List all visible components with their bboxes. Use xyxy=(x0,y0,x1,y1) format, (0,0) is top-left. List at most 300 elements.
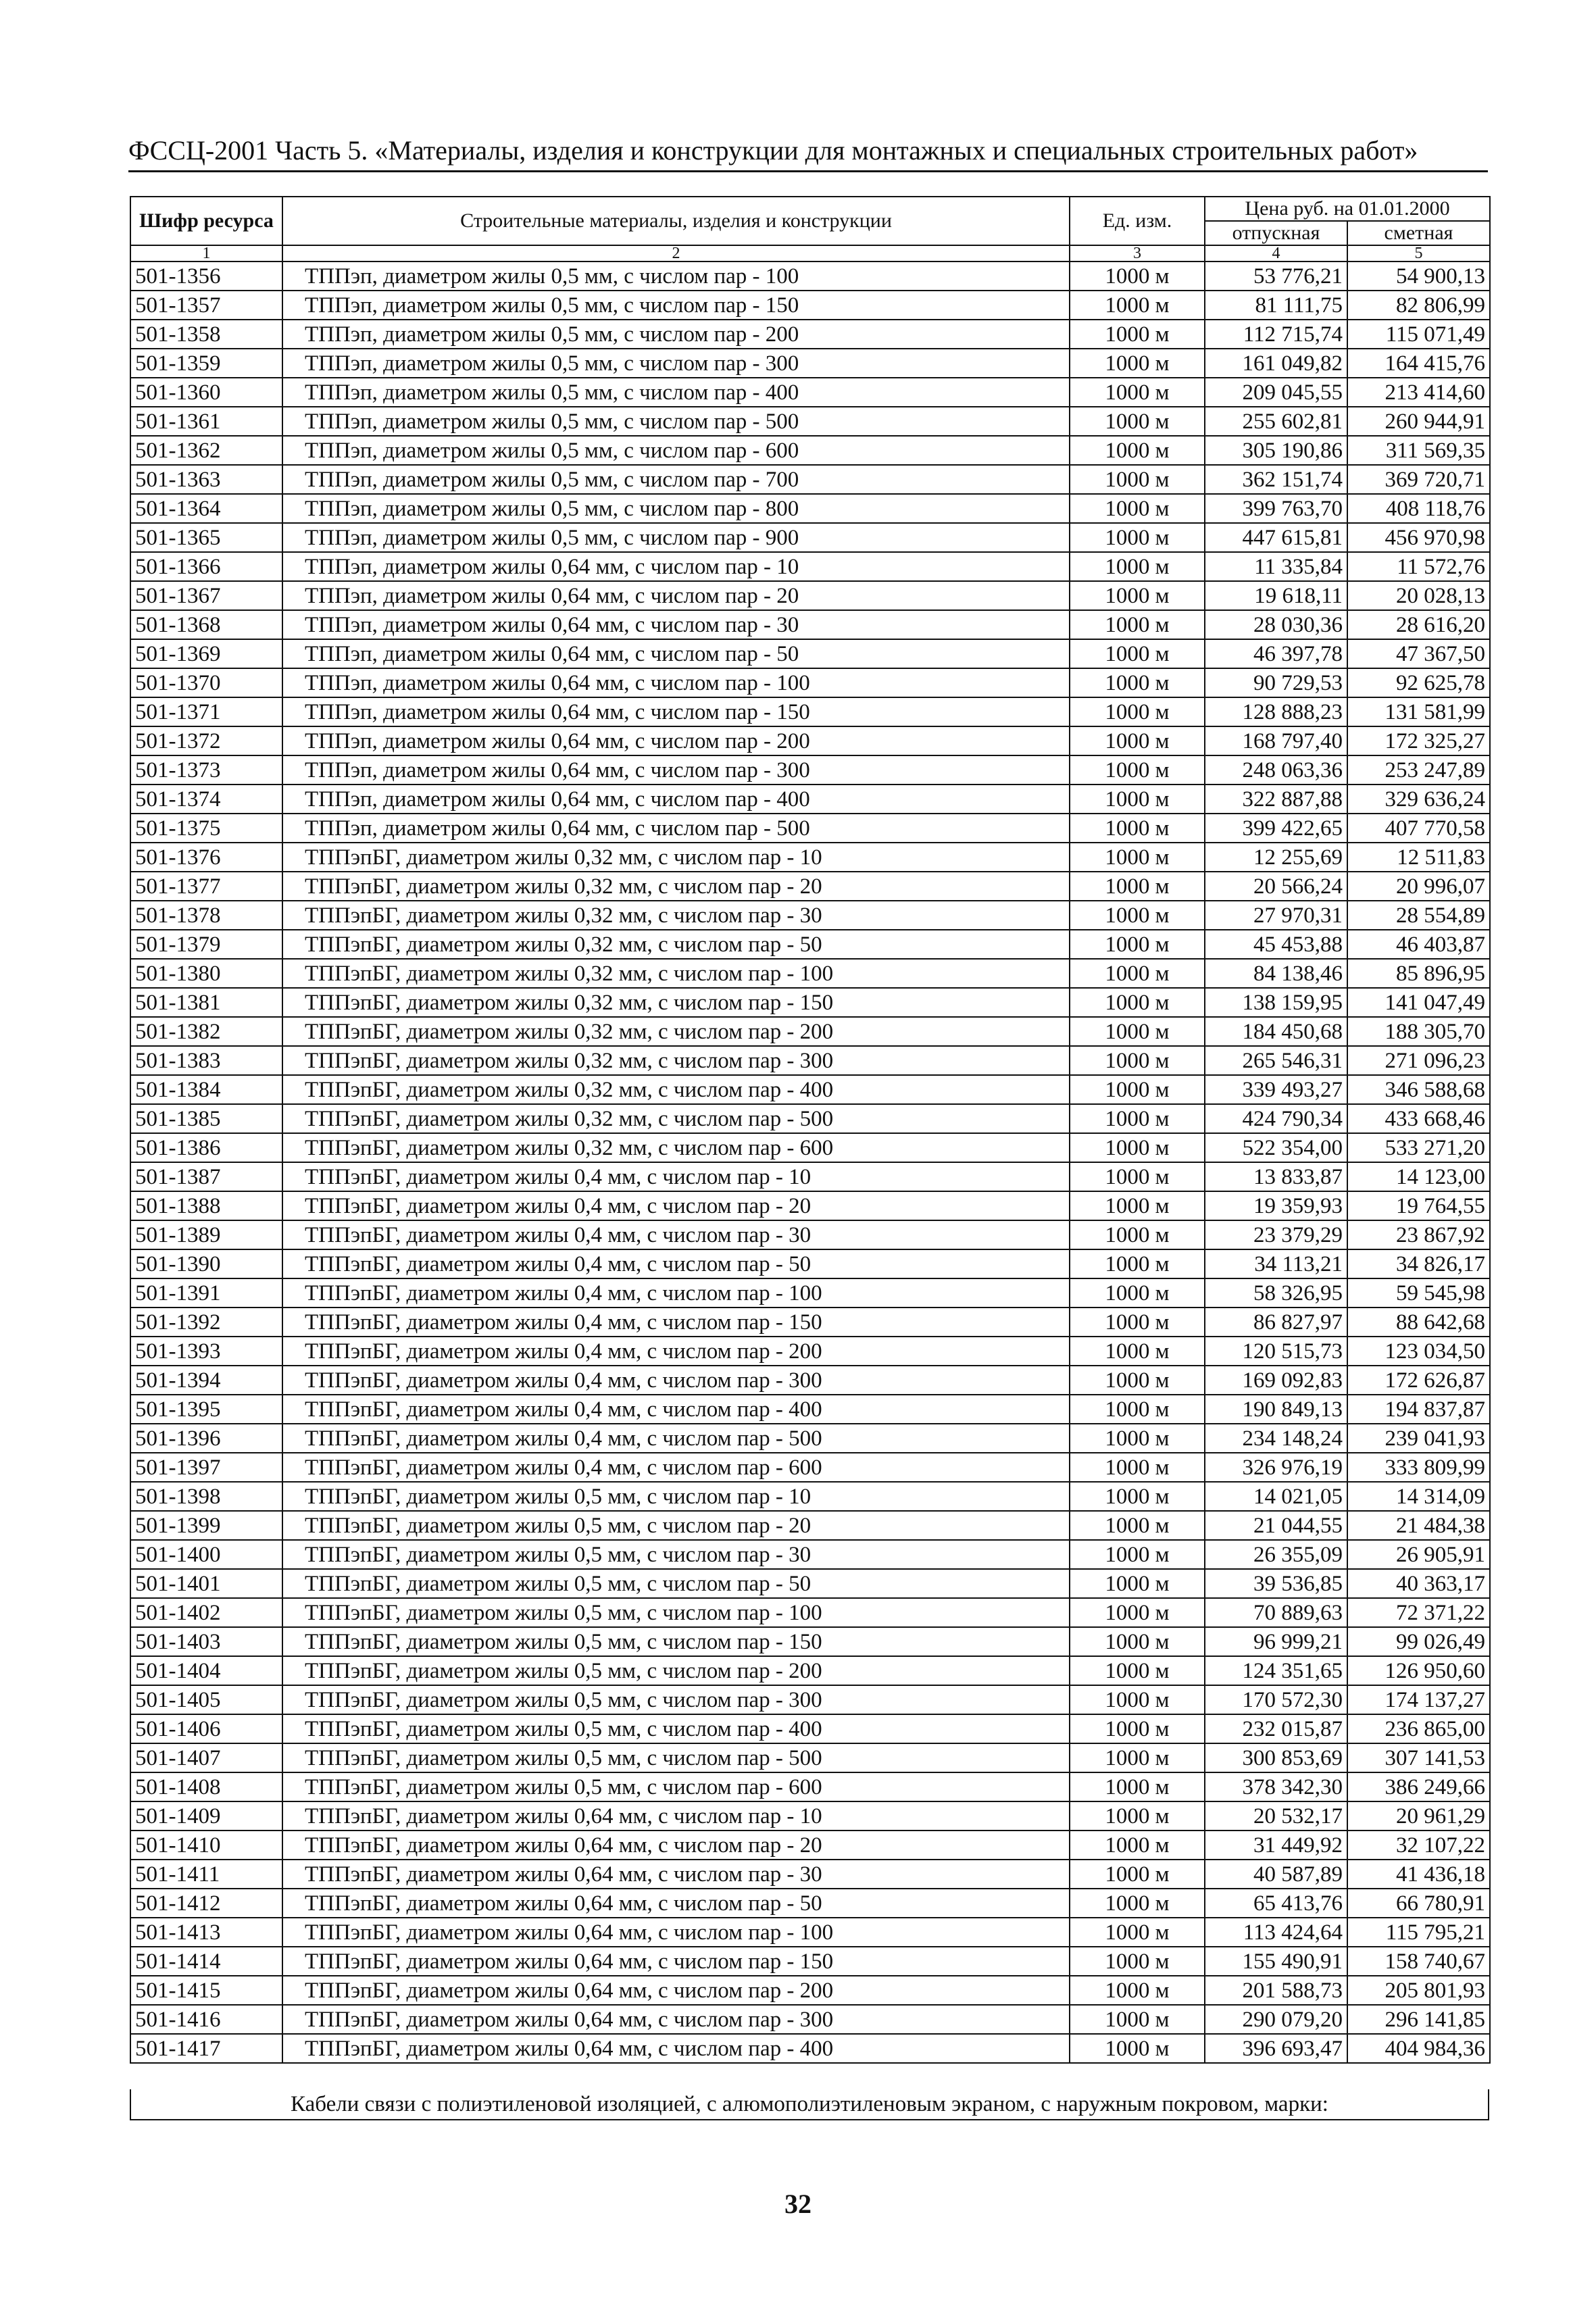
material-name: ТППэпБГ, диаметром жилы 0,32 мм, с числом пар - 500 xyxy=(282,1104,1070,1133)
release-price: 399 422,65 xyxy=(1205,814,1347,843)
resource-code: 501-1386 xyxy=(130,1133,282,1162)
material-name: ТППэпБГ, диаметром жилы 0,5 мм, с числом пар - 300 xyxy=(282,1685,1070,1714)
estimate-price: 307 141,53 xyxy=(1347,1743,1490,1772)
unit: 1000 м xyxy=(1070,1598,1205,1627)
estimate-price: 236 865,00 xyxy=(1347,1714,1490,1743)
material-name: ТППэпБГ, диаметром жилы 0,32 мм, с числом пар - 150 xyxy=(282,988,1070,1017)
unit: 1000 м xyxy=(1070,1017,1205,1046)
release-price: 70 889,63 xyxy=(1205,1598,1347,1627)
estimate-price: 115 795,21 xyxy=(1347,1918,1490,1947)
unit: 1000 м xyxy=(1070,1482,1205,1511)
release-price: 248 063,36 xyxy=(1205,755,1347,785)
resource-code: 501-1417 xyxy=(130,2034,282,2063)
material-name: ТППэпБГ, диаметром жилы 0,64 мм, с числом пар - 300 xyxy=(282,2005,1070,2034)
unit: 1000 м xyxy=(1070,930,1205,959)
resource-code: 501-1410 xyxy=(130,1831,282,1860)
resource-code: 501-1380 xyxy=(130,959,282,988)
unit: 1000 м xyxy=(1070,1860,1205,1889)
table-row xyxy=(130,1685,1490,1714)
material-name: ТППэп, диаметром жилы 0,64 мм, с числом пар - 400 xyxy=(282,785,1070,814)
unit: 1000 м xyxy=(1070,1976,1205,2005)
estimate-price: 34 826,17 xyxy=(1347,1249,1490,1278)
material-name: ТППэпБГ, диаметром жилы 0,5 мм, с числом пар - 50 xyxy=(282,1569,1070,1598)
unit: 1000 м xyxy=(1070,1366,1205,1395)
resource-code: 501-1359 xyxy=(130,349,282,378)
material-name: ТППэпБГ, диаметром жилы 0,4 мм, с числом пар - 10 xyxy=(282,1162,1070,1191)
material-name: ТППэп, диаметром жилы 0,64 мм, с числом пар - 300 xyxy=(282,755,1070,785)
estimate-price: 115 071,49 xyxy=(1347,320,1490,349)
material-name: ТППэпБГ, диаметром жилы 0,64 мм, с числом пар - 30 xyxy=(282,1860,1070,1889)
estimate-price: 131 581,99 xyxy=(1347,697,1490,726)
resource-code: 501-1374 xyxy=(130,785,282,814)
header-estimate-price: сметная xyxy=(1347,221,1490,245)
release-price: 234 148,24 xyxy=(1205,1424,1347,1453)
table-row xyxy=(130,1278,1490,1308)
release-price: 169 092,83 xyxy=(1205,1366,1347,1395)
release-price: 190 849,13 xyxy=(1205,1395,1347,1424)
table-row xyxy=(130,320,1490,349)
unit: 1000 м xyxy=(1070,1075,1205,1104)
table-row xyxy=(130,1133,1490,1162)
estimate-price: 32 107,22 xyxy=(1347,1831,1490,1860)
table-row xyxy=(130,755,1490,785)
release-price: 14 021,05 xyxy=(1205,1482,1347,1511)
table-row xyxy=(130,1511,1490,1540)
unit: 1000 м xyxy=(1070,1395,1205,1424)
unit: 1000 м xyxy=(1070,407,1205,436)
estimate-price: 333 809,99 xyxy=(1347,1453,1490,1482)
unit: 1000 м xyxy=(1070,320,1205,349)
release-price: 86 827,97 xyxy=(1205,1308,1347,1337)
material-name: ТППэпБГ, диаметром жилы 0,32 мм, с числом пар - 600 xyxy=(282,1133,1070,1162)
resource-code: 501-1383 xyxy=(130,1046,282,1075)
estimate-price: 158 740,67 xyxy=(1347,1947,1490,1976)
material-name: ТППэпБГ, диаметром жилы 0,64 мм, с числом пар - 200 xyxy=(282,1976,1070,2005)
unit: 1000 м xyxy=(1070,2034,1205,2063)
estimate-price: 408 118,76 xyxy=(1347,494,1490,523)
release-price: 81 111,75 xyxy=(1205,291,1347,320)
table-row xyxy=(130,1801,1490,1831)
material-name: ТППэпБГ, диаметром жилы 0,5 мм, с числом пар - 500 xyxy=(282,1743,1070,1772)
material-name: ТППэпБГ, диаметром жилы 0,5 мм, с числом пар - 30 xyxy=(282,1540,1070,1569)
resource-code: 501-1404 xyxy=(130,1656,282,1685)
table-row xyxy=(130,639,1490,668)
unit: 1000 м xyxy=(1070,1947,1205,1976)
release-price: 21 044,55 xyxy=(1205,1511,1347,1540)
material-name: ТППэпБГ, диаметром жилы 0,64 мм, с числом пар - 50 xyxy=(282,1889,1070,1918)
resource-code: 501-1411 xyxy=(130,1860,282,1889)
material-name: ТППэп, диаметром жилы 0,5 мм, с числом пар - 400 xyxy=(282,378,1070,407)
release-price: 168 797,40 xyxy=(1205,726,1347,755)
resource-code: 501-1395 xyxy=(130,1395,282,1424)
release-price: 424 790,34 xyxy=(1205,1104,1347,1133)
material-name: ТППэпБГ, диаметром жилы 0,4 мм, с числом пар - 100 xyxy=(282,1278,1070,1308)
resource-code: 501-1408 xyxy=(130,1772,282,1801)
unit: 1000 м xyxy=(1070,1424,1205,1453)
unit: 1000 м xyxy=(1070,1308,1205,1337)
material-name: ТППэп, диаметром жилы 0,5 мм, с числом пар - 700 xyxy=(282,465,1070,494)
header-release-price: отпускная xyxy=(1205,221,1347,245)
resource-code: 501-1392 xyxy=(130,1308,282,1337)
material-name: ТППэпБГ, диаметром жилы 0,5 мм, с числом пар - 400 xyxy=(282,1714,1070,1743)
estimate-price: 123 034,50 xyxy=(1347,1337,1490,1366)
material-name: ТППэпБГ, диаметром жилы 0,4 мм, с числом пар - 400 xyxy=(282,1395,1070,1424)
resource-code: 501-1365 xyxy=(130,523,282,552)
release-price: 27 970,31 xyxy=(1205,901,1347,930)
table-row xyxy=(130,1395,1490,1424)
estimate-price: 404 984,36 xyxy=(1347,2034,1490,2063)
estimate-price: 20 961,29 xyxy=(1347,1801,1490,1831)
release-price: 326 976,19 xyxy=(1205,1453,1347,1482)
unit: 1000 м xyxy=(1070,785,1205,814)
material-name: ТППэпБГ, диаметром жилы 0,32 мм, с числом пар - 200 xyxy=(282,1017,1070,1046)
header-unit: Ед. изм. xyxy=(1070,197,1205,245)
estimate-price: 194 837,87 xyxy=(1347,1395,1490,1424)
resource-code: 501-1369 xyxy=(130,639,282,668)
unit: 1000 м xyxy=(1070,1162,1205,1191)
release-price: 155 490,91 xyxy=(1205,1947,1347,1976)
table-row xyxy=(130,1831,1490,1860)
release-price: 184 450,68 xyxy=(1205,1017,1347,1046)
unit: 1000 м xyxy=(1070,552,1205,581)
estimate-price: 188 305,70 xyxy=(1347,1017,1490,1046)
table-row xyxy=(130,1889,1490,1918)
table-row xyxy=(130,1569,1490,1598)
header-name: Строительные материалы, изделия и конструкции xyxy=(282,197,1070,245)
estimate-price: 11 572,76 xyxy=(1347,552,1490,581)
material-name: ТППэпБГ, диаметром жилы 0,32 мм, с числом пар - 30 xyxy=(282,901,1070,930)
material-name: ТППэпБГ, диаметром жилы 0,32 мм, с числом пар - 300 xyxy=(282,1046,1070,1075)
column-number: 1 xyxy=(130,245,282,262)
unit: 1000 м xyxy=(1070,988,1205,1017)
table-row xyxy=(130,465,1490,494)
estimate-price: 19 764,55 xyxy=(1347,1191,1490,1220)
table-row xyxy=(130,1947,1490,1976)
release-price: 90 729,53 xyxy=(1205,668,1347,697)
unit: 1000 м xyxy=(1070,639,1205,668)
release-price: 322 887,88 xyxy=(1205,785,1347,814)
release-price: 396 693,47 xyxy=(1205,2034,1347,2063)
estimate-price: 92 625,78 xyxy=(1347,668,1490,697)
material-name: ТППэпБГ, диаметром жилы 0,4 мм, с числом пар - 200 xyxy=(282,1337,1070,1366)
unit: 1000 м xyxy=(1070,1278,1205,1308)
estimate-price: 82 806,99 xyxy=(1347,291,1490,320)
resource-code: 501-1376 xyxy=(130,843,282,872)
unit: 1000 м xyxy=(1070,1831,1205,1860)
release-price: 28 030,36 xyxy=(1205,610,1347,639)
release-price: 34 113,21 xyxy=(1205,1249,1347,1278)
release-price: 23 379,29 xyxy=(1205,1220,1347,1249)
unit: 1000 м xyxy=(1070,697,1205,726)
table-row xyxy=(130,291,1490,320)
unit: 1000 м xyxy=(1070,523,1205,552)
resource-code: 501-1391 xyxy=(130,1278,282,1308)
resource-code: 501-1377 xyxy=(130,872,282,901)
estimate-price: 66 780,91 xyxy=(1347,1889,1490,1918)
resource-code: 501-1401 xyxy=(130,1569,282,1598)
estimate-price: 12 511,83 xyxy=(1347,843,1490,872)
release-price: 12 255,69 xyxy=(1205,843,1347,872)
unit: 1000 м xyxy=(1070,1337,1205,1366)
table-row xyxy=(130,1714,1490,1743)
estimate-price: 346 588,68 xyxy=(1347,1075,1490,1104)
unit: 1000 м xyxy=(1070,901,1205,930)
estimate-price: 126 950,60 xyxy=(1347,1656,1490,1685)
table-row xyxy=(130,668,1490,697)
unit: 1000 м xyxy=(1070,1714,1205,1743)
release-price: 96 999,21 xyxy=(1205,1627,1347,1656)
unit: 1000 м xyxy=(1070,1801,1205,1831)
resource-code: 501-1406 xyxy=(130,1714,282,1743)
estimate-price: 14 314,09 xyxy=(1347,1482,1490,1511)
resource-code: 501-1402 xyxy=(130,1598,282,1627)
column-number: 2 xyxy=(282,245,1070,262)
release-price: 11 335,84 xyxy=(1205,552,1347,581)
resource-code: 501-1409 xyxy=(130,1801,282,1831)
estimate-price: 213 414,60 xyxy=(1347,378,1490,407)
unit: 1000 м xyxy=(1070,872,1205,901)
estimate-price: 20 996,07 xyxy=(1347,872,1490,901)
table-row xyxy=(130,2034,1490,2063)
unit: 1000 м xyxy=(1070,668,1205,697)
release-price: 84 138,46 xyxy=(1205,959,1347,988)
material-name: ТППэп, диаметром жилы 0,64 мм, с числом пар - 20 xyxy=(282,581,1070,610)
material-name: ТППэпБГ, диаметром жилы 0,32 мм, с числом пар - 400 xyxy=(282,1075,1070,1104)
release-price: 255 602,81 xyxy=(1205,407,1347,436)
resource-code: 501-1371 xyxy=(130,697,282,726)
unit: 1000 м xyxy=(1070,1889,1205,1918)
table-row xyxy=(130,697,1490,726)
material-name: ТППэп, диаметром жилы 0,64 мм, с числом пар - 100 xyxy=(282,668,1070,697)
estimate-price: 329 636,24 xyxy=(1347,785,1490,814)
table-row xyxy=(130,1918,1490,1947)
unit: 1000 м xyxy=(1070,1511,1205,1540)
table-row xyxy=(130,1220,1490,1249)
table-row xyxy=(130,523,1490,552)
estimate-price: 164 415,76 xyxy=(1347,349,1490,378)
estimate-price: 14 123,00 xyxy=(1347,1162,1490,1191)
unit: 1000 м xyxy=(1070,1104,1205,1133)
header-price-group: Цена руб. на 01.01.2000 xyxy=(1205,197,1490,221)
release-price: 290 079,20 xyxy=(1205,2005,1347,2034)
resource-code: 501-1400 xyxy=(130,1540,282,1569)
estimate-price: 296 141,85 xyxy=(1347,2005,1490,2034)
estimate-price: 54 900,13 xyxy=(1347,262,1490,291)
material-name: ТППэпБГ, диаметром жилы 0,64 мм, с числом пар - 20 xyxy=(282,1831,1070,1860)
resource-code: 501-1398 xyxy=(130,1482,282,1511)
table-row xyxy=(130,1743,1490,1772)
unit: 1000 м xyxy=(1070,1685,1205,1714)
estimate-price: 311 569,35 xyxy=(1347,436,1490,465)
release-price: 53 776,21 xyxy=(1205,262,1347,291)
release-price: 447 615,81 xyxy=(1205,523,1347,552)
material-name: ТППэпБГ, диаметром жилы 0,4 мм, с числом пар - 50 xyxy=(282,1249,1070,1278)
table-row xyxy=(130,1337,1490,1366)
resource-code: 501-1370 xyxy=(130,668,282,697)
unit: 1000 м xyxy=(1070,494,1205,523)
resource-code: 501-1396 xyxy=(130,1424,282,1453)
unit: 1000 м xyxy=(1070,1046,1205,1075)
release-price: 58 326,95 xyxy=(1205,1278,1347,1308)
material-name: ТППэпБГ, диаметром жилы 0,5 мм, с числом пар - 20 xyxy=(282,1511,1070,1540)
unit: 1000 м xyxy=(1070,1220,1205,1249)
release-price: 201 588,73 xyxy=(1205,1976,1347,2005)
table-row xyxy=(130,930,1490,959)
estimate-price: 23 867,92 xyxy=(1347,1220,1490,1249)
material-name: ТППэпБГ, диаметром жилы 0,5 мм, с числом пар - 100 xyxy=(282,1598,1070,1627)
table-row xyxy=(130,1656,1490,1685)
estimate-price: 72 371,22 xyxy=(1347,1598,1490,1627)
table-row xyxy=(130,959,1490,988)
table-row xyxy=(130,1308,1490,1337)
resource-code: 501-1414 xyxy=(130,1947,282,1976)
material-name: ТППэп, диаметром жилы 0,64 мм, с числом пар - 200 xyxy=(282,726,1070,755)
release-price: 31 449,92 xyxy=(1205,1831,1347,1860)
unit: 1000 м xyxy=(1070,378,1205,407)
table-row xyxy=(130,1046,1490,1075)
material-name: ТППэпБГ, диаметром жилы 0,4 мм, с числом пар - 500 xyxy=(282,1424,1070,1453)
material-name: ТППэпБГ, диаметром жилы 0,32 мм, с числом пар - 50 xyxy=(282,930,1070,959)
estimate-price: 172 325,27 xyxy=(1347,726,1490,755)
release-price: 124 351,65 xyxy=(1205,1656,1347,1685)
estimate-price: 253 247,89 xyxy=(1347,755,1490,785)
release-price: 26 355,09 xyxy=(1205,1540,1347,1569)
estimate-price: 239 041,93 xyxy=(1347,1424,1490,1453)
resource-code: 501-1389 xyxy=(130,1220,282,1249)
estimate-price: 172 626,87 xyxy=(1347,1366,1490,1395)
material-name: ТППэп, диаметром жилы 0,64 мм, с числом пар - 10 xyxy=(282,552,1070,581)
material-name: ТППэпБГ, диаметром жилы 0,32 мм, с числом пар - 10 xyxy=(282,843,1070,872)
material-name: ТППэпБГ, диаметром жилы 0,32 мм, с числом пар - 100 xyxy=(282,959,1070,988)
estimate-price: 407 770,58 xyxy=(1347,814,1490,843)
estimate-price: 40 363,17 xyxy=(1347,1569,1490,1598)
page-number: 32 xyxy=(784,2189,812,2219)
table-row xyxy=(130,872,1490,901)
material-name: ТППэпБГ, диаметром жилы 0,64 мм, с числом пар - 10 xyxy=(282,1801,1070,1831)
estimate-price: 26 905,91 xyxy=(1347,1540,1490,1569)
resource-code: 501-1415 xyxy=(130,1976,282,2005)
unit: 1000 м xyxy=(1070,1540,1205,1569)
resource-code: 501-1385 xyxy=(130,1104,282,1133)
estimate-price: 85 896,95 xyxy=(1347,959,1490,988)
resource-code: 501-1358 xyxy=(130,320,282,349)
release-price: 45 453,88 xyxy=(1205,930,1347,959)
table-footer-note: Кабели связи с полиэтиленовой изоляцией, с алюмополиэтиленовым экраном, с наружным покровом, марки: xyxy=(130,2089,1489,2120)
unit: 1000 м xyxy=(1070,581,1205,610)
release-price: 40 587,89 xyxy=(1205,1860,1347,1889)
resource-code: 501-1416 xyxy=(130,2005,282,2034)
resource-code: 501-1384 xyxy=(130,1075,282,1104)
release-price: 170 572,30 xyxy=(1205,1685,1347,1714)
table-row xyxy=(130,1017,1490,1046)
material-name: ТППэпБГ, диаметром жилы 0,4 мм, с числом пар - 600 xyxy=(282,1453,1070,1482)
release-price: 46 397,78 xyxy=(1205,639,1347,668)
release-price: 305 190,86 xyxy=(1205,436,1347,465)
table-row xyxy=(130,2005,1490,2034)
unit: 1000 м xyxy=(1070,726,1205,755)
estimate-price: 21 484,38 xyxy=(1347,1511,1490,1540)
resource-code: 501-1399 xyxy=(130,1511,282,1540)
table-row xyxy=(130,494,1490,523)
estimate-price: 386 249,66 xyxy=(1347,1772,1490,1801)
column-number: 3 xyxy=(1070,245,1205,262)
table-row xyxy=(130,581,1490,610)
release-price: 339 493,27 xyxy=(1205,1075,1347,1104)
release-price: 265 546,31 xyxy=(1205,1046,1347,1075)
resource-code: 501-1357 xyxy=(130,291,282,320)
material-name: ТППэпБГ, диаметром жилы 0,5 мм, с числом пар - 200 xyxy=(282,1656,1070,1685)
resource-code: 501-1360 xyxy=(130,378,282,407)
unit: 1000 м xyxy=(1070,1656,1205,1685)
estimate-price: 205 801,93 xyxy=(1347,1976,1490,2005)
estimate-price: 28 554,89 xyxy=(1347,901,1490,930)
estimate-price: 28 616,20 xyxy=(1347,610,1490,639)
unit: 1000 м xyxy=(1070,610,1205,639)
table-row xyxy=(130,785,1490,814)
material-name: ТППэпБГ, диаметром жилы 0,4 мм, с числом пар - 300 xyxy=(282,1366,1070,1395)
resource-code: 501-1393 xyxy=(130,1337,282,1366)
material-name: ТППэпБГ, диаметром жилы 0,5 мм, с числом пар - 10 xyxy=(282,1482,1070,1511)
resource-code: 501-1368 xyxy=(130,610,282,639)
table-row xyxy=(130,1627,1490,1656)
estimate-price: 47 367,50 xyxy=(1347,639,1490,668)
material-name: ТППэпБГ, диаметром жилы 0,5 мм, с числом пар - 150 xyxy=(282,1627,1070,1656)
release-price: 300 853,69 xyxy=(1205,1743,1347,1772)
table-row xyxy=(130,843,1490,872)
resource-code: 501-1413 xyxy=(130,1918,282,1947)
release-price: 120 515,73 xyxy=(1205,1337,1347,1366)
unit: 1000 м xyxy=(1070,1133,1205,1162)
material-name: ТППэп, диаметром жилы 0,64 мм, с числом пар - 500 xyxy=(282,814,1070,843)
resource-code: 501-1388 xyxy=(130,1191,282,1220)
column-number: 4 xyxy=(1205,245,1347,262)
release-price: 113 424,64 xyxy=(1205,1918,1347,1947)
release-price: 20 566,24 xyxy=(1205,872,1347,901)
estimate-price: 533 271,20 xyxy=(1347,1133,1490,1162)
table-row xyxy=(130,1976,1490,2005)
material-name: ТППэпБГ, диаметром жилы 0,5 мм, с числом пар - 600 xyxy=(282,1772,1070,1801)
material-name: ТППэпБГ, диаметром жилы 0,64 мм, с числом пар - 400 xyxy=(282,2034,1070,2063)
release-price: 19 359,93 xyxy=(1205,1191,1347,1220)
material-name: ТППэпБГ, диаметром жилы 0,32 мм, с числом пар - 20 xyxy=(282,872,1070,901)
unit: 1000 м xyxy=(1070,291,1205,320)
material-name: ТППэп, диаметром жилы 0,5 мм, с числом пар - 800 xyxy=(282,494,1070,523)
release-price: 39 536,85 xyxy=(1205,1569,1347,1598)
release-price: 19 618,11 xyxy=(1205,581,1347,610)
estimate-price: 46 403,87 xyxy=(1347,930,1490,959)
table-row xyxy=(130,1075,1490,1104)
table-row xyxy=(130,262,1490,291)
release-price: 13 833,87 xyxy=(1205,1162,1347,1191)
material-name: ТППэп, диаметром жилы 0,64 мм, с числом пар - 150 xyxy=(282,697,1070,726)
table-row xyxy=(130,1860,1490,1889)
release-price: 112 715,74 xyxy=(1205,320,1347,349)
table-row xyxy=(130,1191,1490,1220)
table-row xyxy=(130,1540,1490,1569)
material-name: ТППэп, диаметром жилы 0,5 мм, с числом пар - 900 xyxy=(282,523,1070,552)
release-price: 65 413,76 xyxy=(1205,1889,1347,1918)
table-row xyxy=(130,1249,1490,1278)
column-number: 5 xyxy=(1347,245,1490,262)
table-row xyxy=(130,901,1490,930)
unit: 1000 м xyxy=(1070,349,1205,378)
unit: 1000 м xyxy=(1070,1569,1205,1598)
resource-code: 501-1362 xyxy=(130,436,282,465)
unit: 1000 м xyxy=(1070,465,1205,494)
table-row xyxy=(130,1453,1490,1482)
release-price: 20 532,17 xyxy=(1205,1801,1347,1831)
unit: 1000 м xyxy=(1070,436,1205,465)
